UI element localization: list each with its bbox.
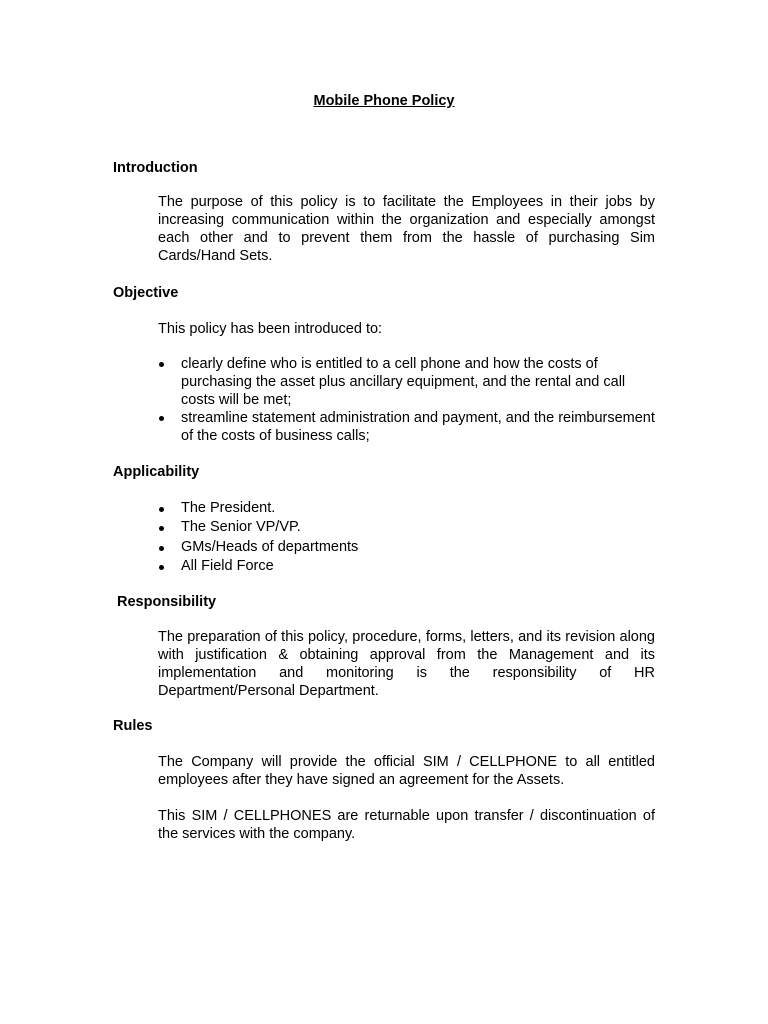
applicability-bullet: All Field Force [158, 557, 658, 576]
objective-bullet-list [158, 355, 658, 445]
heading-applicability: Applicability [113, 464, 200, 480]
heading-responsibility: Responsibility [117, 594, 217, 610]
heading-rules: Rules [113, 718, 153, 734]
objective-bullet: streamline statement administration and payment, and the reimbursement of the costs of business calls; [158, 409, 658, 445]
applicability-bullet: The Senior VP/VP. [158, 518, 658, 537]
applicability-bullet: GMs/Heads of departments [158, 538, 658, 557]
introduction-paragraph: The purpose of this policy is to facilitate the Employees in their jobs by increasing communication within the organization and especially amongst each other and to prevent them from the hassle of purchasing Sim Cards/Hand Sets. [158, 194, 655, 264]
objective-bullet: clearly define who is entitled to a cell phone and how the costs of purchasing the asset plus ancillary equipment, and the rental and call costs will be met; [158, 355, 658, 409]
document-title: Mobile Phone Policy [313, 93, 455, 109]
rules-paragraph: This SIM / CELLPHONES are returnable upon transfer / discontinuation of the services with the company. [158, 808, 655, 842]
heading-introduction: Introduction [113, 160, 198, 176]
heading-objective: Objective [113, 285, 179, 301]
applicability-bullet-list [158, 499, 658, 576]
applicability-bullet: The President. [158, 499, 658, 518]
rules-paragraph: The Company will provide the official SIM / CELLPHONE to all entitled employees after they have signed an agreement for the Assets. [158, 754, 655, 788]
objective-intro: This policy has been introduced to: [158, 321, 383, 337]
responsibility-paragraph: The preparation of this policy, procedure, forms, letters, and its revision along with justification & obtaining approval from the Management and its implementation and monitoring is the responsibility of HR Department/Personal Department. [158, 629, 655, 699]
